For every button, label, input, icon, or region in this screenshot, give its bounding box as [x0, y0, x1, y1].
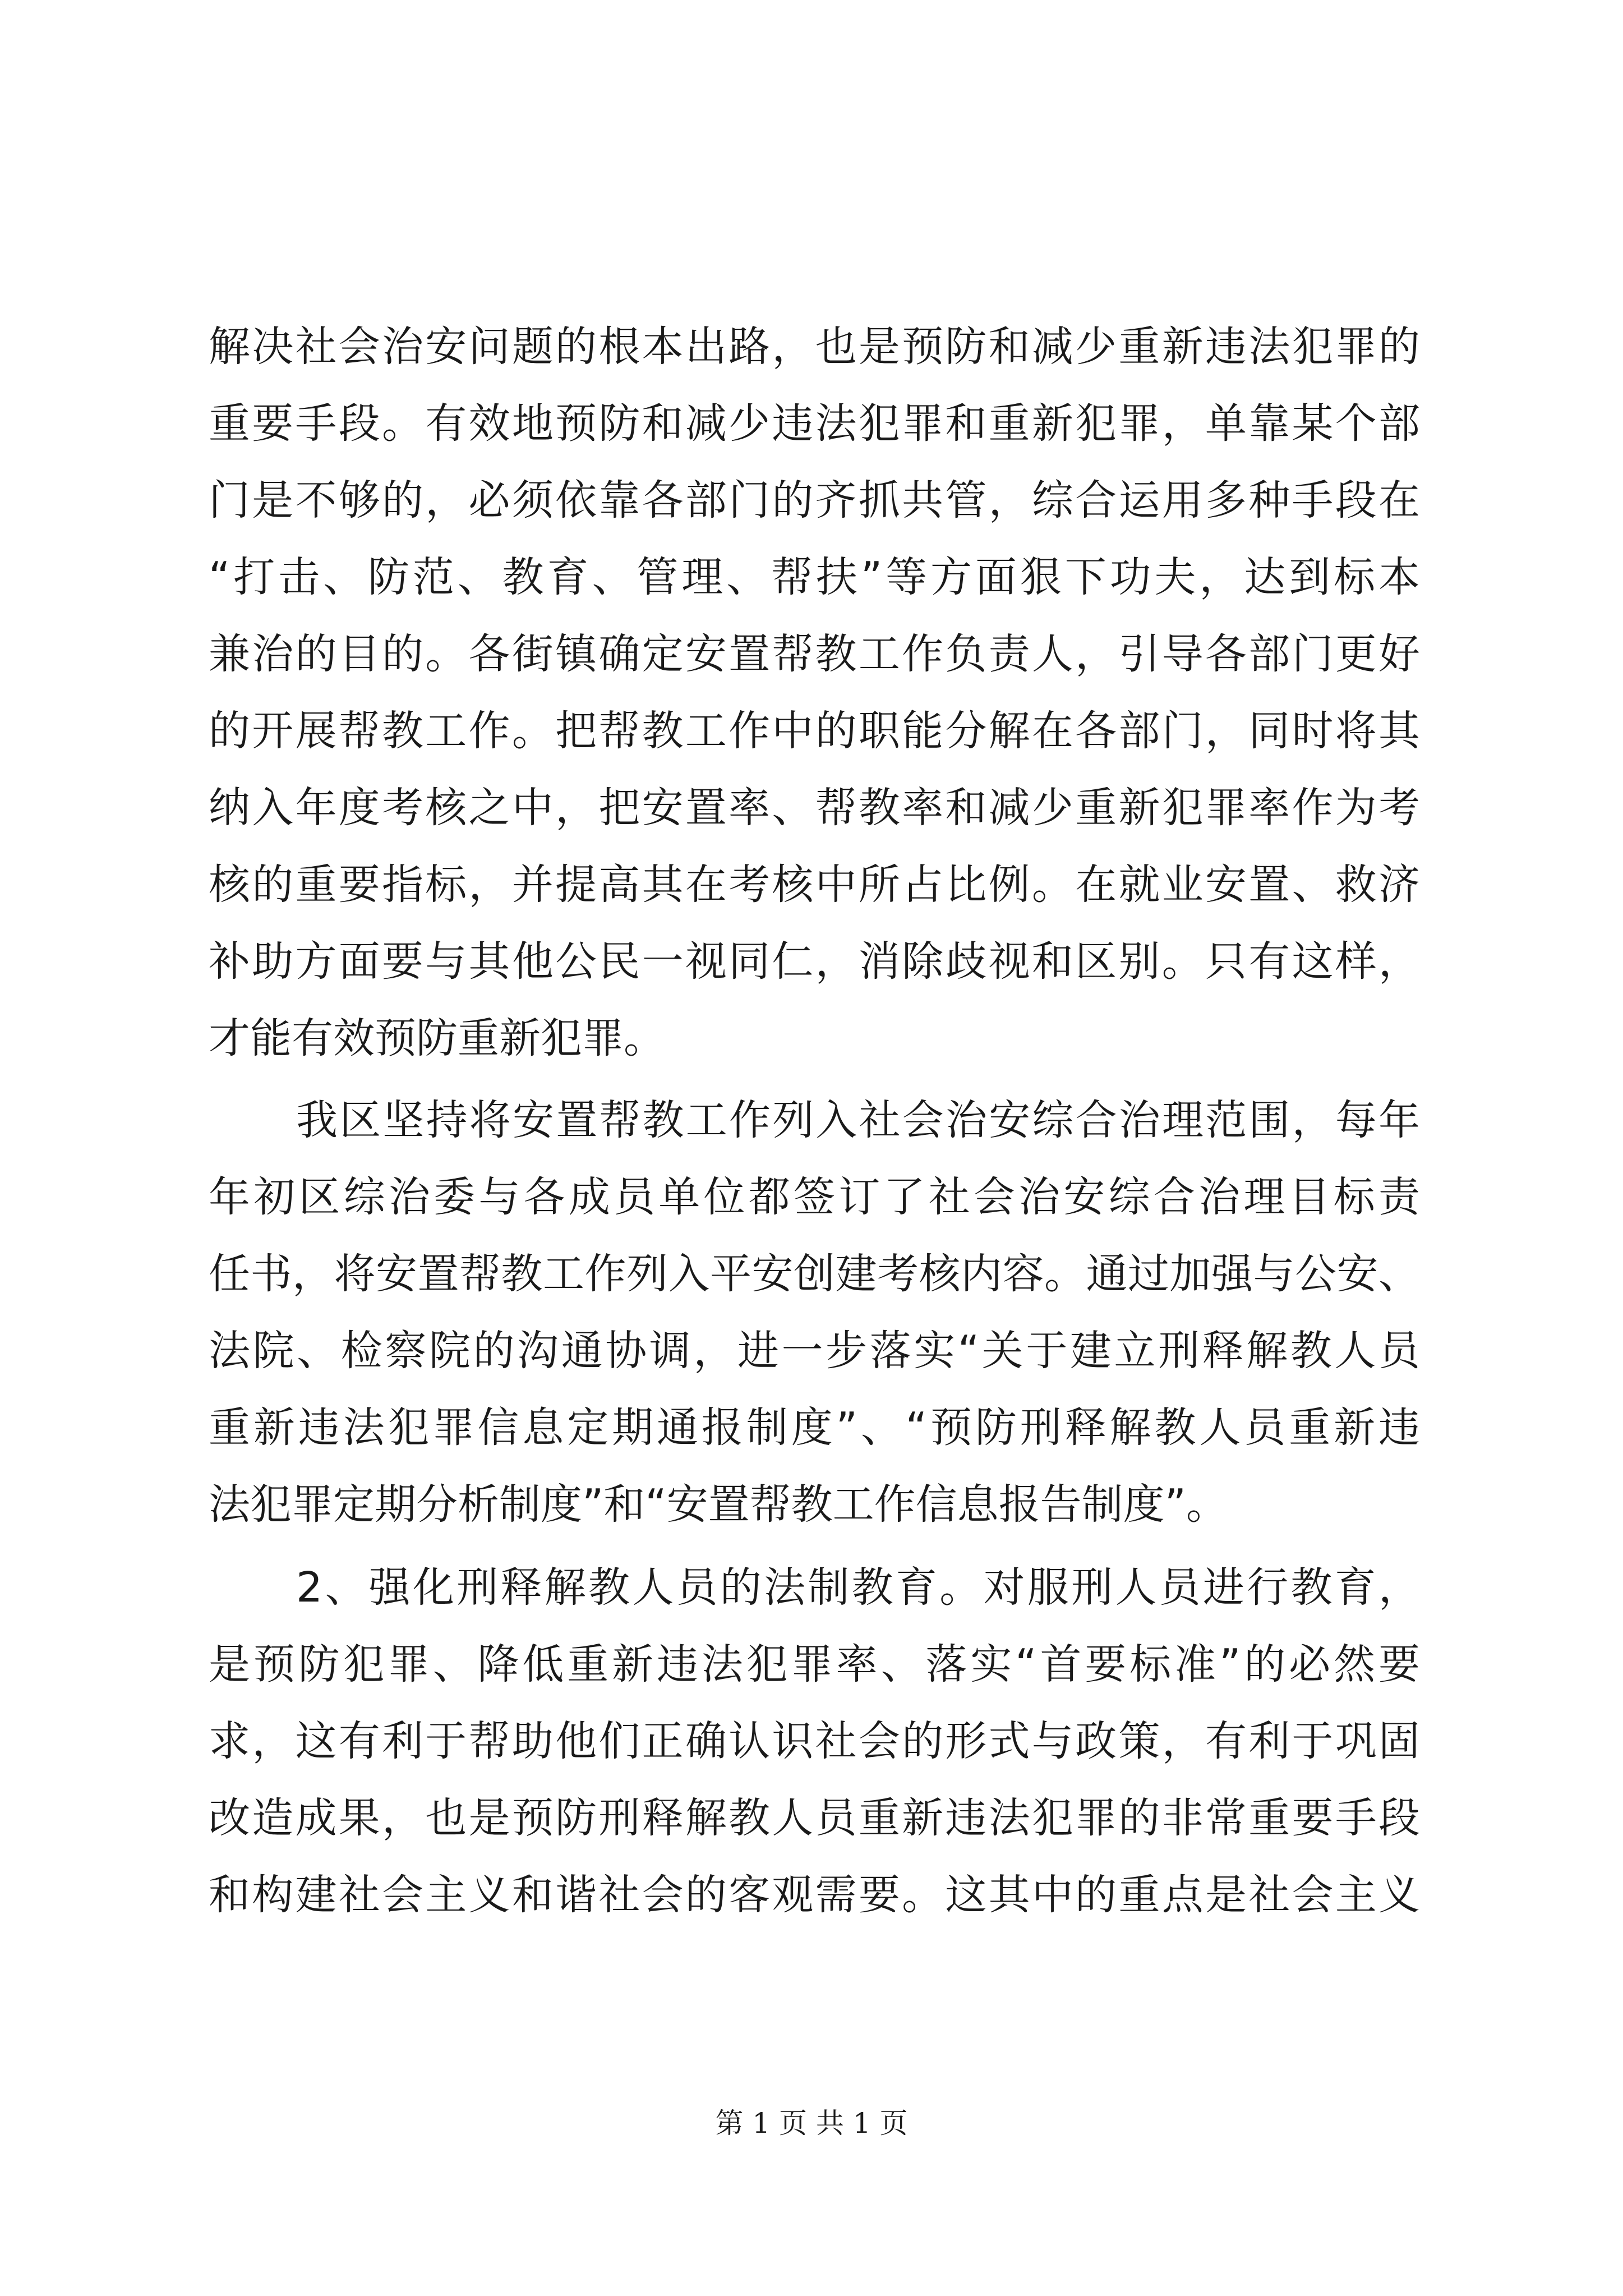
- text-line: 任书，将安置帮教工作列入平安创建考核内容。通过加强与公安、: [209, 1250, 1420, 1298]
- text-line: 重新违法犯罪信息定期通报制度”、“预防刑释解教人员重新违: [209, 1404, 1420, 1452]
- text-line: 核的重要指标，并提高其在考核中所占比例。在就业安置、救济: [209, 861, 1420, 909]
- text-line: 的开展帮教工作。把帮教工作中的职能分解在各部门，同时将其: [209, 707, 1420, 755]
- text-line: 我区坚持将安置帮教工作列入社会治安综合治理范围，每年: [296, 1096, 1420, 1144]
- text-line: “打击、防范、教育、管理、帮扶”等方面狠下功夫，达到标本: [209, 553, 1420, 601]
- text-line: 求，这有利于帮助他们正确认识社会的形式与政策，有利于巩固: [209, 1717, 1420, 1765]
- text-line: 法犯罪定期分析制度”和“安置帮教工作信息报告制度”。: [209, 1480, 1228, 1529]
- text-line: 补助方面要与其他公民一视同仁，消除歧视和区别。只有这样，: [209, 937, 1420, 986]
- text-line: 法院、检察院的沟通协调，进一步落实“关于建立刑释解教人员: [209, 1327, 1420, 1375]
- page-number-footer: 第 1 页 共 1 页: [715, 2107, 908, 2139]
- text-line: 门是不够的，必须依靠各部门的齐抓共管，综合运用多种手段在: [209, 476, 1420, 524]
- text-line: 纳入年度考核之中，把安置率、帮教率和减少重新犯罪率作为考: [209, 784, 1420, 832]
- text-line: 是预防犯罪、降低重新违法犯罪率、落实“首要标准”的必然要: [209, 1640, 1420, 1688]
- text-line: 才能有效预防重新犯罪。: [209, 1014, 665, 1062]
- text-line: 解决社会治安问题的根本出路，也是预防和减少重新违法犯罪的: [209, 323, 1420, 371]
- text-line: 年初区综治委与各成员单位都签订了社会治安综合治理目标责: [209, 1173, 1420, 1221]
- text-line: 改造成果，也是预防刑释解教人员重新违法犯罪的非常重要手段: [209, 1794, 1420, 1842]
- text-line: 和构建社会主义和谐社会的客观需要。这其中的重点是社会主义: [209, 1871, 1420, 1919]
- text-line: 2、强化刑释解教人员的法制教育。对服刑人员进行教育，: [296, 1563, 1420, 1612]
- text-line: 兼治的目的。各街镇确定安置帮教工作负责人，引导各部门更好: [209, 630, 1420, 678]
- text-line: 重要手段。有效地预防和减少违法犯罪和重新犯罪，单靠某个部: [209, 399, 1420, 448]
